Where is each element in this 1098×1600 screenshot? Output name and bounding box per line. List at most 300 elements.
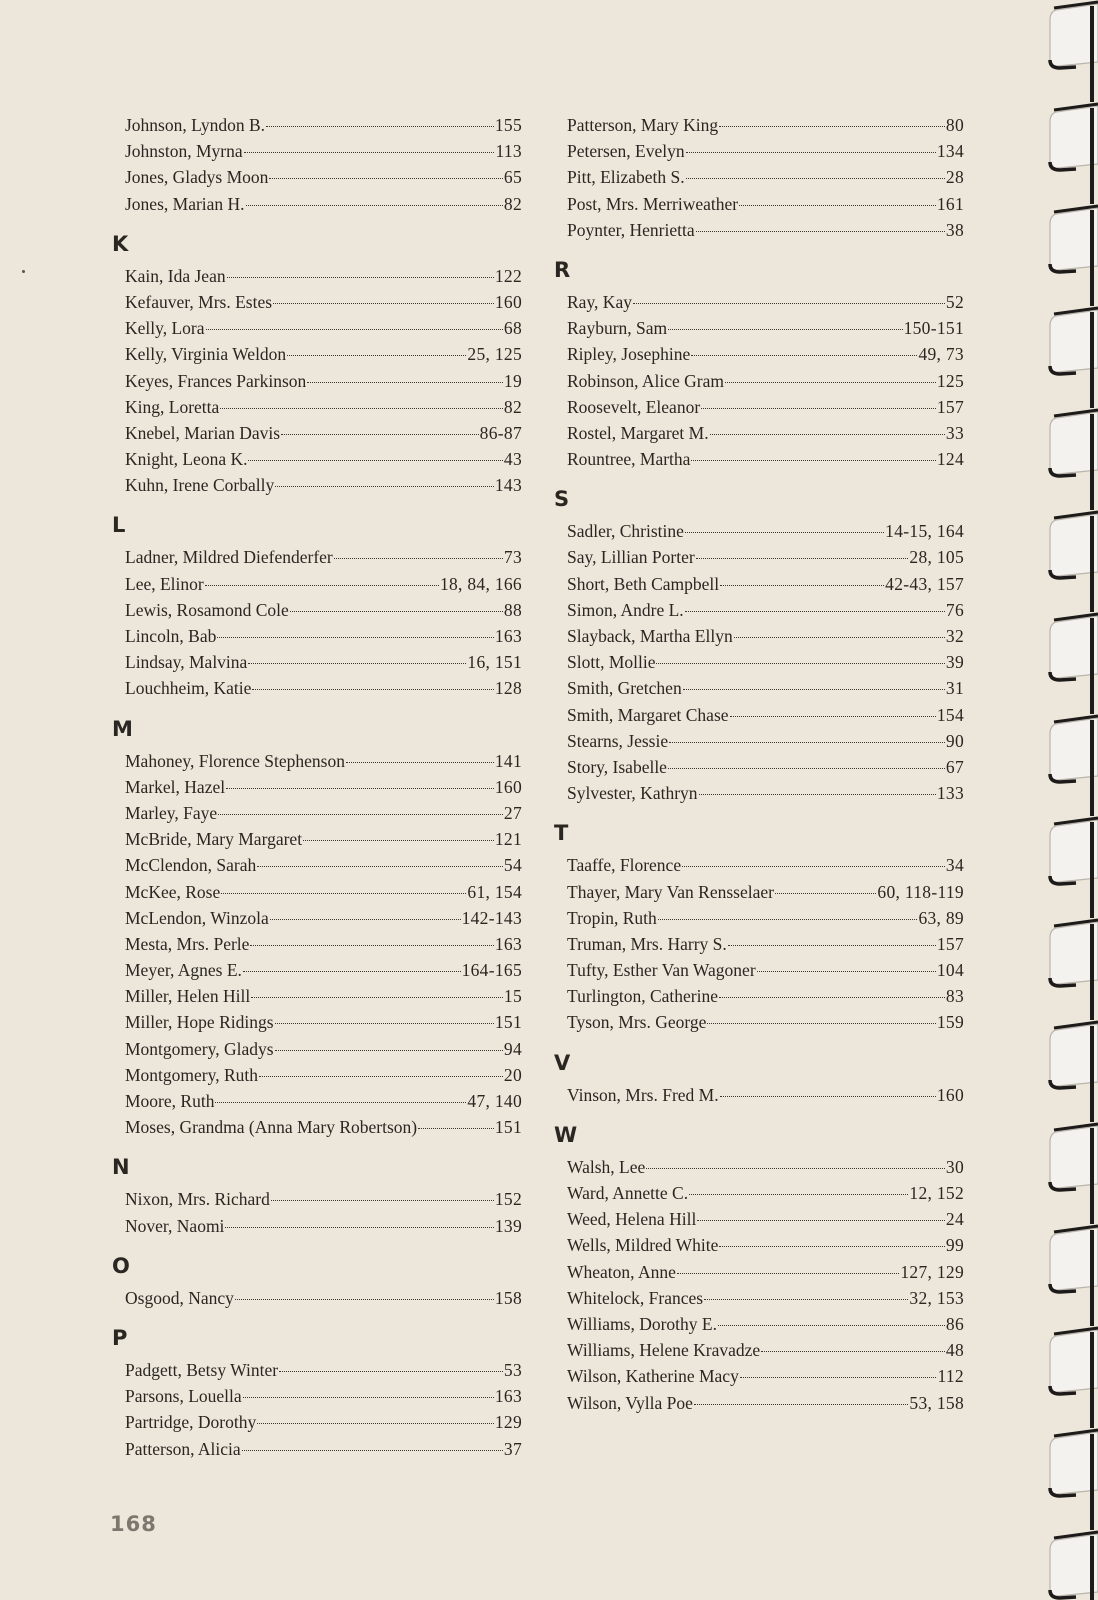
section-gap xyxy=(554,1036,964,1044)
binding-ring xyxy=(1050,818,1098,918)
index-entry-ward-annette-c xyxy=(554,1180,964,1206)
entry-pages: 47, 140 xyxy=(467,1091,522,1111)
entry-name: Montgomery, Ruth xyxy=(125,1064,259,1085)
dot-leader xyxy=(248,663,466,664)
dot-leader xyxy=(668,768,945,769)
index-entry-sadler-christine xyxy=(554,518,964,544)
entry-pages: 20 xyxy=(503,1064,522,1085)
index-entry-lee-elinor xyxy=(112,571,522,597)
entry-pages: 53 xyxy=(503,1359,522,1380)
entry-name: Osgood, Nancy xyxy=(125,1287,234,1308)
entry-name: Slott, Mollie xyxy=(567,652,656,673)
dot-leader xyxy=(303,840,494,841)
index-entry-weed-helena-hill xyxy=(554,1206,964,1232)
entry-pages: 104 xyxy=(936,960,964,981)
entry-name: Keyes, Frances Parkinson xyxy=(125,370,307,391)
dot-leader xyxy=(251,997,503,998)
dot-leader xyxy=(740,1377,937,1378)
entry-name: Simon, Andre L. xyxy=(567,599,684,620)
binding-ring xyxy=(1050,1532,1098,1600)
dot-leader xyxy=(243,971,461,972)
entry-name: Wilson, Katherine Macy xyxy=(567,1366,739,1387)
entry-name: Roosevelt, Eleanor xyxy=(567,396,701,417)
binding-ring xyxy=(1050,1430,1098,1530)
binding-ring xyxy=(1050,410,1098,510)
entry-name: Stearns, Jessie xyxy=(567,730,669,751)
dot-leader xyxy=(757,971,936,972)
binding-ring xyxy=(1050,1226,1098,1326)
entry-name: Jones, Gladys Moon xyxy=(125,167,269,188)
dot-leader xyxy=(646,1168,945,1169)
dot-leader xyxy=(218,814,503,815)
entry-pages: 16, 151 xyxy=(467,652,522,673)
entry-pages: 150-151 xyxy=(903,318,964,339)
index-entry-lindsay-malvina xyxy=(112,649,522,675)
entry-name: Kain, Ida Jean xyxy=(125,265,226,286)
dot-leader xyxy=(656,663,944,664)
entry-pages: 43 xyxy=(503,449,522,470)
dot-leader xyxy=(227,277,494,278)
entry-pages: 32, 153 xyxy=(909,1287,964,1308)
index-entry-walsh-lee xyxy=(554,1154,964,1180)
entry-name: Ray, Kay xyxy=(567,291,632,312)
entry-pages: 52 xyxy=(945,291,964,312)
entry-name: Say, Lillian Porter xyxy=(567,547,695,568)
dot-leader xyxy=(718,1325,945,1326)
entry-pages: 31 xyxy=(945,678,964,699)
index-entry-patterson-alicia xyxy=(112,1436,522,1462)
entry-name: Tufty, Esther Van Wagoner xyxy=(567,960,756,981)
entry-pages: 14-15, 164 xyxy=(885,521,964,542)
index-entry-mesta-mrs-perle xyxy=(112,931,522,957)
entry-pages: 67 xyxy=(945,756,964,777)
entry-pages: 121 xyxy=(494,829,522,850)
entry-pages: 154 xyxy=(936,704,964,725)
dot-leader xyxy=(244,152,495,153)
dot-leader xyxy=(273,303,494,304)
section-letter-p: P xyxy=(112,1325,128,1350)
entry-name: Robinson, Alice Gram xyxy=(567,370,724,391)
dot-leader xyxy=(682,866,945,867)
section-letter-v: V xyxy=(554,1050,571,1075)
entry-name: Lee, Elinor xyxy=(125,573,204,594)
dot-leader xyxy=(243,1397,494,1398)
entry-pages: 83 xyxy=(945,986,964,1007)
dot-leader xyxy=(257,1423,494,1424)
entry-name: Pitt, Elizabeth S. xyxy=(567,167,685,188)
dot-leader xyxy=(242,1450,503,1451)
binding-ring xyxy=(1050,104,1098,204)
binding-ring xyxy=(1050,206,1098,306)
index-entry-slott-mollie xyxy=(554,649,964,675)
index-entry-patterson-mary-king xyxy=(554,112,964,138)
index-entry-parsons-louella xyxy=(112,1383,522,1409)
index-entry-petersen-evelyn xyxy=(554,138,964,164)
index-entry-whitelock-frances xyxy=(554,1285,964,1311)
index-entry-wheaton-anne xyxy=(554,1259,964,1285)
entry-pages: 94 xyxy=(503,1038,522,1059)
section-letter-t: T xyxy=(554,821,569,846)
entry-name: Kuhn, Irene Corbally xyxy=(125,475,275,496)
index-entry-keyes-frances-parkinson xyxy=(112,368,522,394)
entry-name: Smith, Gretchen xyxy=(567,678,682,699)
dot-leader xyxy=(720,1096,936,1097)
index-entry-padgett-betsy-winter xyxy=(112,1357,522,1383)
index-column-right xyxy=(554,112,964,1416)
entry-name: Whitelock, Frances xyxy=(567,1287,704,1308)
entry-pages: 27 xyxy=(503,802,522,823)
index-entry-taaffe-florence xyxy=(554,852,964,878)
entry-pages: 24 xyxy=(945,1209,964,1230)
index-entry-moses-grandma-anna-mary-robertson xyxy=(112,1114,522,1140)
entry-pages: 151 xyxy=(494,1012,522,1033)
entry-name: Ward, Annette C. xyxy=(567,1183,689,1203)
dot-leader xyxy=(334,558,503,559)
dot-leader xyxy=(270,919,461,920)
binding-ring xyxy=(1050,716,1098,816)
entry-name: Mahoney, Florence Stephenson xyxy=(125,750,345,771)
entry-name: Petersen, Evelyn xyxy=(567,141,685,162)
entry-pages: 73 xyxy=(503,547,522,568)
entry-pages: 129 xyxy=(494,1412,522,1433)
index-entry-poynter-henrietta xyxy=(554,217,964,243)
entry-pages: 42-43, 157 xyxy=(885,573,964,594)
dot-leader xyxy=(730,716,936,717)
index-entry-rountree-martha xyxy=(554,446,964,472)
index-entry-montgomery-ruth xyxy=(112,1062,522,1088)
entry-pages: 34 xyxy=(945,855,964,876)
section-gap xyxy=(112,1239,522,1247)
section-letter-k: K xyxy=(112,231,129,256)
index-entry-rayburn-sam xyxy=(554,315,964,341)
entry-pages: 128 xyxy=(494,678,522,699)
entry-pages: 30 xyxy=(945,1156,964,1177)
section-letter-m: M xyxy=(112,716,133,741)
index-entry-williams-dorothy-e xyxy=(554,1311,964,1337)
entry-name: King, Loretta xyxy=(125,396,220,417)
entry-pages: 76 xyxy=(945,599,964,620)
entry-name: McLendon, Winzola xyxy=(125,907,269,928)
dot-leader xyxy=(287,355,466,356)
entry-pages: 61, 154 xyxy=(467,881,522,902)
binding-ring xyxy=(1050,512,1098,612)
index-entry-lincoln-bab xyxy=(112,623,522,649)
entry-name: Truman, Mrs. Harry S. xyxy=(567,933,727,954)
dot-leader xyxy=(685,532,884,533)
entry-name: Wilson, Vylla Poe xyxy=(567,1392,693,1413)
entry-pages: 82 xyxy=(503,396,522,417)
entry-name: Markel, Hazel xyxy=(125,776,226,797)
entry-name: Walsh, Lee xyxy=(567,1156,646,1177)
entry-name: Rayburn, Sam xyxy=(567,318,668,339)
entry-pages: 152 xyxy=(494,1189,522,1210)
dot-leader xyxy=(418,1128,494,1129)
dot-leader xyxy=(307,382,503,383)
entry-name: Smith, Margaret Chase xyxy=(567,704,729,725)
entry-name: Sylvester, Kathryn xyxy=(567,783,698,804)
entry-pages: 127, 129 xyxy=(900,1261,964,1282)
index-entry-sylvester-kathryn xyxy=(554,780,964,806)
index-entry-kain-ida-jean xyxy=(112,263,522,289)
entry-name: Williams, Dorothy E. xyxy=(567,1313,717,1334)
dot-leader xyxy=(683,689,945,690)
entry-pages: 158 xyxy=(494,1287,522,1308)
entry-pages: 90 xyxy=(945,730,964,751)
entry-name: Miller, Hope Ridings xyxy=(125,1012,274,1033)
index-entry-miller-helen-hill xyxy=(112,983,522,1009)
dot-leader xyxy=(275,1023,494,1024)
entry-name: Johnson, Lyndon B. xyxy=(125,115,266,135)
index-entry-wilson-katherine-macy xyxy=(554,1363,964,1389)
binding-ring xyxy=(1050,1124,1098,1224)
dot-leader xyxy=(704,1299,908,1300)
dot-leader xyxy=(269,178,502,179)
index-entry-smith-gretchen xyxy=(554,675,964,701)
entry-pages: 18, 84, 166 xyxy=(439,573,522,594)
entry-name: Padgett, Betsy Winter xyxy=(125,1359,279,1380)
index-entry-knebel-marian-davis xyxy=(112,420,522,446)
entry-pages: 143 xyxy=(494,475,522,496)
index-entry-smith-margaret-chase xyxy=(554,702,964,728)
index-entry-montgomery-gladys xyxy=(112,1036,522,1062)
dot-leader xyxy=(221,893,466,894)
entry-name: Williams, Helene Kravadze xyxy=(567,1340,761,1361)
entry-pages: 86 xyxy=(945,1313,964,1334)
dot-leader xyxy=(220,408,503,409)
entry-name: Mesta, Mrs. Perle xyxy=(125,933,250,954)
entry-pages: 159 xyxy=(936,1012,964,1033)
dot-leader xyxy=(686,152,936,153)
binding-ring xyxy=(1050,1328,1098,1428)
entry-pages: 160 xyxy=(494,776,522,797)
entry-name: Johnston, Myrna xyxy=(125,141,243,162)
index-entry-pitt-elizabeth-s xyxy=(554,164,964,190)
dot-leader xyxy=(739,205,936,206)
entry-name: Jones, Marian H. xyxy=(125,193,245,214)
dot-leader xyxy=(271,1200,494,1201)
dot-leader xyxy=(696,231,945,232)
entry-pages: 99 xyxy=(945,1235,964,1256)
index-entry-lewis-rosamond-cole xyxy=(112,597,522,623)
entry-pages: 28 xyxy=(945,167,964,188)
entry-pages: 54 xyxy=(503,855,522,876)
entry-name: Weed, Helena Hill xyxy=(567,1209,697,1230)
dot-leader xyxy=(691,460,935,461)
dot-leader xyxy=(266,126,494,127)
entry-name: Taaffe, Florence xyxy=(567,855,682,876)
index-entry-miller-hope-ridings xyxy=(112,1009,522,1035)
section-gap xyxy=(112,702,522,710)
index-entry-kuhn-irene-corbally xyxy=(112,472,522,498)
dot-leader xyxy=(699,794,936,795)
dot-leader xyxy=(206,329,503,330)
entry-name: Patterson, Alicia xyxy=(125,1438,241,1459)
entry-name: Miller, Helen Hill xyxy=(125,986,251,1007)
dot-leader xyxy=(686,178,945,179)
entry-pages: 32 xyxy=(945,626,964,646)
entry-pages: 25, 125 xyxy=(467,344,522,365)
dot-leader xyxy=(701,408,936,409)
index-entry-meyer-agnes-e xyxy=(112,957,522,983)
index-entry-knight-leona-k xyxy=(112,446,522,472)
dot-leader xyxy=(257,866,503,867)
dot-leader xyxy=(235,1299,494,1300)
section-gap xyxy=(112,1140,522,1148)
index-entry-marley-faye xyxy=(112,800,522,826)
dot-leader xyxy=(689,1194,908,1195)
dot-leader xyxy=(685,611,945,612)
dot-leader xyxy=(677,1273,899,1274)
index-entry-kelly-virginia-weldon xyxy=(112,341,522,367)
entry-pages: 19 xyxy=(503,370,522,391)
index-entry-tufty-esther-van-wagoner xyxy=(554,957,964,983)
index-entry-tyson-mrs-george xyxy=(554,1009,964,1035)
dot-leader xyxy=(225,1227,493,1228)
section-letter-w: W xyxy=(554,1122,578,1147)
entry-name: Sadler, Christine xyxy=(567,521,684,542)
entry-pages: 65 xyxy=(503,167,522,188)
dot-leader xyxy=(710,434,945,435)
dot-leader xyxy=(215,1102,466,1103)
entry-name: Nixon, Mrs. Richard xyxy=(125,1189,270,1210)
entry-name: Story, Isabelle xyxy=(567,756,667,777)
dot-leader xyxy=(720,585,884,586)
index-entry-say-lillian-porter xyxy=(554,544,964,570)
section-letter-s: S xyxy=(554,487,570,512)
section-gap xyxy=(112,498,522,506)
entry-pages: 163 xyxy=(494,933,522,954)
entry-name: Tropin, Ruth xyxy=(567,907,657,928)
entry-pages: 48 xyxy=(945,1340,964,1361)
entry-pages: 160 xyxy=(936,1084,964,1105)
section-letter-o: O xyxy=(112,1253,130,1278)
binding-ring xyxy=(1050,920,1098,1020)
entry-name: Moore, Ruth xyxy=(125,1091,215,1111)
entry-name: Knebel, Marian Davis xyxy=(125,422,281,443)
index-entry-slayback-martha-ellyn xyxy=(554,623,964,649)
index-entry-roosevelt-eleanor xyxy=(554,394,964,420)
dot-leader xyxy=(775,893,876,894)
dot-leader xyxy=(658,919,918,920)
entry-pages: 63, 89 xyxy=(918,907,964,928)
index-entry-turlington-catherine xyxy=(554,983,964,1009)
entry-name: McClendon, Sarah xyxy=(125,855,257,876)
entry-pages: 155 xyxy=(494,115,522,135)
index-entry-king-loretta xyxy=(112,394,522,420)
entry-pages: 157 xyxy=(936,933,964,954)
section-gap xyxy=(554,243,964,251)
entry-pages: 133 xyxy=(936,783,964,804)
dot-leader xyxy=(275,1050,503,1051)
entry-name: Lincoln, Bab xyxy=(125,626,217,646)
binding-ring xyxy=(1050,308,1098,408)
page-number: 168 xyxy=(110,1512,157,1536)
index-entry-truman-mrs-harry-s xyxy=(554,931,964,957)
dot-leader xyxy=(719,1246,945,1247)
binding-ring xyxy=(1050,614,1098,714)
index-entry-thayer-mary-van-rensselaer xyxy=(554,879,964,905)
entry-name: Kelly, Virginia Weldon xyxy=(125,344,287,365)
entry-name: McBride, Mary Margaret xyxy=(125,829,303,850)
entry-name: Rostel, Margaret M. xyxy=(567,422,709,443)
index-entry-robinson-alice-gram xyxy=(554,368,964,394)
dot-leader xyxy=(734,637,945,638)
entry-pages: 80 xyxy=(945,115,964,135)
index-entry-williams-helene-kravadze xyxy=(554,1337,964,1363)
index-entry-jones-marian-h xyxy=(112,191,522,217)
entry-pages: 38 xyxy=(945,219,964,240)
index-entry-rostel-margaret-m xyxy=(554,420,964,446)
entry-pages: 163 xyxy=(494,1386,522,1407)
section-gap xyxy=(112,1311,522,1319)
entry-pages: 151 xyxy=(494,1117,522,1138)
index-entry-mckee-rose xyxy=(112,879,522,905)
dot-leader xyxy=(707,1023,935,1024)
index-entry-nixon-mrs-richard xyxy=(112,1186,522,1212)
entry-pages: 86-87 xyxy=(479,422,522,443)
entry-pages: 113 xyxy=(495,141,522,162)
entry-pages: 53, 158 xyxy=(909,1392,964,1413)
index-entry-nover-naomi xyxy=(112,1213,522,1239)
entry-pages: 15 xyxy=(503,986,522,1007)
dot-leader xyxy=(719,997,945,998)
entry-name: Parsons, Louella xyxy=(125,1386,242,1407)
entry-name: Nover, Naomi xyxy=(125,1215,225,1236)
entry-name: Kefauver, Mrs. Estes xyxy=(125,291,273,312)
index-entry-ripley-josephine xyxy=(554,341,964,367)
index-entry-ray-kay xyxy=(554,289,964,315)
dot-leader xyxy=(259,1076,503,1077)
entry-name: Lewis, Rosamond Cole xyxy=(125,599,289,620)
entry-name: McKee, Rose xyxy=(125,881,221,902)
entry-pages: 160 xyxy=(494,291,522,312)
entry-name: Wells, Mildred White xyxy=(567,1235,719,1256)
entry-pages: 157 xyxy=(936,396,964,417)
entry-pages: 60, 118-119 xyxy=(877,881,964,902)
dot-leader xyxy=(279,1371,503,1372)
dot-leader xyxy=(633,303,945,304)
entry-pages: 49, 73 xyxy=(918,344,964,365)
index-entry-wells-mildred-white xyxy=(554,1232,964,1258)
index-entry-mcclendon-sarah xyxy=(112,852,522,878)
section-gap xyxy=(554,1108,964,1116)
entry-pages: 141 xyxy=(494,750,522,771)
entry-name: Rountree, Martha xyxy=(567,449,691,470)
entry-pages: 161 xyxy=(936,193,964,214)
entry-name: Montgomery, Gladys xyxy=(125,1038,274,1059)
index-entry-mahoney-florence-stephenson xyxy=(112,748,522,774)
dot-leader xyxy=(725,382,936,383)
index-entry-stearns-jessie xyxy=(554,728,964,754)
index-entry-story-isabelle xyxy=(554,754,964,780)
dot-leader xyxy=(275,486,494,487)
dot-leader xyxy=(691,355,917,356)
dot-leader xyxy=(719,126,945,127)
dot-leader xyxy=(728,945,936,946)
section-letter-l: L xyxy=(112,513,126,538)
entry-name: Short, Beth Campbell xyxy=(567,573,720,594)
entry-name: Ladner, Mildred Diefenderfer xyxy=(125,547,333,568)
index-entry-simon-andre-l xyxy=(554,597,964,623)
index-entry-ladner-mildred-diefenderfer xyxy=(112,544,522,570)
index-entry-johnson-lyndon-b xyxy=(112,112,522,138)
dot-leader xyxy=(226,788,494,789)
section-gap xyxy=(554,472,964,480)
index-entry-tropin-ruth xyxy=(554,905,964,931)
index-entry-osgood-nancy xyxy=(112,1285,522,1311)
entry-name: Thayer, Mary Van Rensselaer xyxy=(567,881,774,902)
index-entry-jones-gladys-moon xyxy=(112,164,522,190)
